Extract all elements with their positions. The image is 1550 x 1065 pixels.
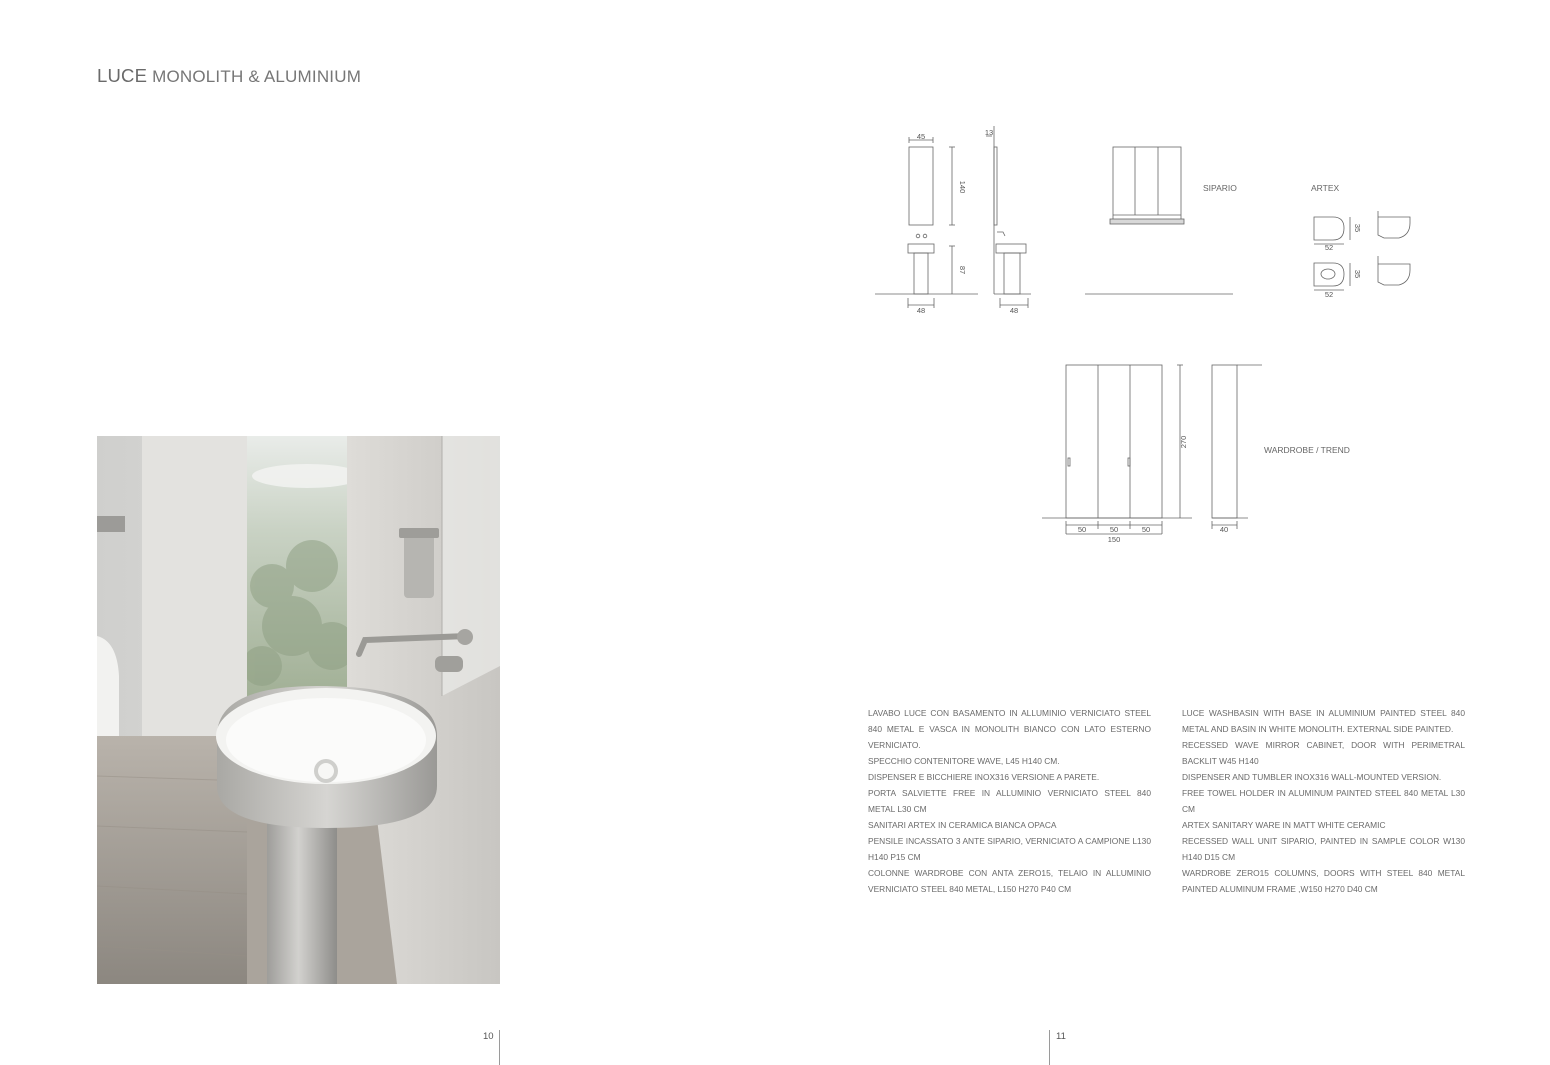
dim-wardrobe-module-1: 50 — [1077, 525, 1087, 534]
dim-basin-height: 87 — [958, 265, 967, 275]
dim-wc-width: 52 — [1324, 243, 1334, 252]
dim-mirror-width: 45 — [916, 132, 926, 141]
description-item: DISPENSER AND TUMBLER INOX316 WALL-MOUNTED VERSION. — [1182, 772, 1442, 782]
description-item: LAVABO LUCE CON BASAMENTO IN ALLUMINIO VERNICIATO STEEL 840 METAL E VASCA IN MONOLITH BIANCO CON LATO ESTERNO VERNICIATO. — [868, 708, 1151, 750]
description-item: SANITARI ARTEX IN CERAMICA BIANCA OPACA — [868, 820, 1057, 830]
sipario-label: SIPARIO — [1203, 183, 1237, 193]
description-italian — [868, 705, 1151, 897]
dim-mirror-depth: 13 — [984, 128, 994, 137]
description-item: RECESSED WALL UNIT SIPARIO, PAINTED IN SAMPLE COLOR W130 H140 D15 CM — [1182, 836, 1465, 862]
dim-bidet-depth: 35 — [1353, 269, 1362, 279]
folio-divider-left — [499, 1030, 500, 1065]
description-item: WARDROBE ZERO15 COLUMNS, DOORS WITH STEEL 840 METAL PAINTED ALUMINUM FRAME ,W150 H270 D40 CM — [1182, 868, 1465, 894]
description-item: DISPENSER E BICCHIERE INOX316 VERSIONE A PARETE. — [868, 772, 1100, 782]
description-item: ARTEX SANITARY WARE IN MATT WHITE CERAMIC — [1182, 820, 1386, 830]
title-subtitle: MONOLITH & ALUMINIUM — [152, 67, 362, 86]
dim-basin-width-front: 48 — [916, 306, 926, 315]
description-item: FREE TOWEL HOLDER IN ALUMINUM PAINTED STEEL 840 METAL L30 CM — [1182, 788, 1465, 814]
description-item: PORTA SALVIETTE FREE IN ALLUMINIO VERNICIATO STEEL 840 METAL L30 CM — [868, 788, 1151, 814]
dim-wardrobe-module-3: 50 — [1141, 525, 1151, 534]
product-photo — [97, 436, 500, 984]
dim-bidet-width: 52 — [1324, 290, 1334, 299]
dim-wardrobe-depth: 40 — [1219, 525, 1229, 534]
description-item: COLONNE WARDROBE CON ANTA ZERO15, TELAIO IN ALLUMINIO VERNICIATO STEEL 840 METAL, L150 H270 P40 CM — [868, 868, 1151, 894]
description-item: LUCE WASHBASIN WITH BASE IN ALUMINIUM PAINTED STEEL 840 METAL AND BASIN IN WHITE MONOLITH. EXTERNAL SIDE PAINTED. — [1182, 708, 1465, 734]
page-number-right: 11 — [1056, 1031, 1066, 1042]
description-english — [1182, 705, 1465, 897]
dim-wc-depth: 35 — [1353, 223, 1362, 233]
title-product-name: LUCE — [97, 65, 148, 86]
dim-wardrobe-total: 150 — [1107, 535, 1121, 544]
dim-wardrobe-height: 270 — [1179, 435, 1188, 449]
description-item: PENSILE INCASSATO 3 ANTE SIPARIO, VERNICIATO A CAMPIONE L130 H140 P15 CM — [868, 836, 1151, 862]
artex-label: ARTEX — [1311, 183, 1340, 193]
page-number-left: 10 — [483, 1031, 494, 1042]
wardrobe-label: WARDROBE / TREND — [1264, 445, 1350, 455]
dim-wardrobe-module-2: 50 — [1109, 525, 1119, 534]
dim-mirror-height: 140 — [958, 180, 967, 194]
folio-divider-right — [1049, 1030, 1050, 1065]
page-title — [97, 65, 361, 87]
description-item: SPECCHIO CONTENITORE WAVE, L45 H140 CM. — [868, 756, 1060, 766]
description-item: RECESSED WAVE MIRROR CABINET, DOOR WITH PERIMETRAL BACKLIT W45 H140 — [1182, 740, 1465, 766]
dim-basin-width-side: 48 — [1009, 306, 1019, 315]
